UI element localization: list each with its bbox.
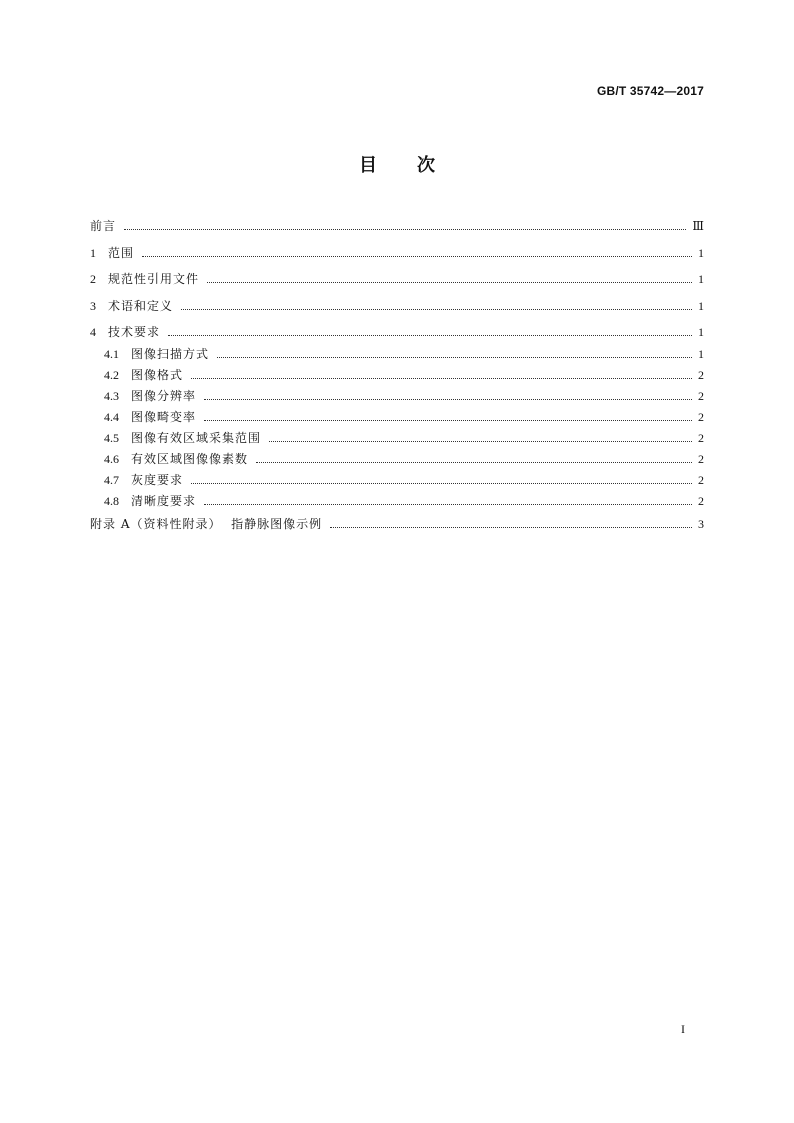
toc-entry-4-3[interactable] (90, 388, 704, 409)
toc-entry-number: 4.5 (104, 430, 119, 445)
toc-entry-number: 4.1 (104, 346, 119, 361)
dot-leader (330, 526, 692, 528)
toc-entry-4-6[interactable] (90, 451, 704, 472)
toc-entry-number: 4.8 (104, 493, 119, 508)
title-char-1: 目 (359, 155, 377, 176)
toc-entry-4-2[interactable] (90, 367, 704, 388)
page-number: I (681, 1022, 685, 1036)
toc-entry-page: 1 (698, 346, 704, 361)
dot-leader (124, 228, 686, 230)
toc-entry-number: 4.4 (104, 409, 119, 424)
toc-entry-number: 1 (90, 245, 96, 260)
dot-leader (191, 482, 692, 484)
toc-entry-page: 2 (698, 409, 704, 424)
dot-leader (204, 419, 692, 421)
dot-leader (256, 461, 692, 463)
dot-leader (217, 356, 692, 358)
toc-entry-label: 图像扫描方式 (131, 346, 210, 361)
toc-entry-number: 4.7 (104, 472, 119, 487)
toc-entry-page: 2 (698, 451, 704, 466)
dot-leader (204, 503, 692, 505)
toc-entry-number: 3 (90, 298, 96, 313)
toc-entry-4-5[interactable] (90, 430, 704, 451)
toc-entry-1[interactable] (90, 243, 704, 270)
toc-entry-number: 4.6 (104, 451, 119, 466)
toc-entry-foreword[interactable] (90, 216, 704, 243)
toc-entry-page: 2 (698, 430, 704, 445)
toc-entry-label: 附录 A（资料性附录） 指静脉图像示例 (90, 516, 323, 531)
table-of-contents (90, 216, 704, 540)
toc-entry-label: 图像格式 (131, 367, 184, 382)
toc-entry-page: 2 (698, 388, 704, 403)
toc-entry-4-4[interactable] (90, 409, 704, 430)
toc-entry-number: 4 (90, 325, 96, 339)
toc-entry-label: 灰度要求 (131, 472, 184, 487)
toc-entry-label: 图像有效区域采集范围 (131, 430, 262, 445)
toc-entry-label: 有效区域图像像素数 (131, 451, 249, 466)
toc-entry-page: 1 (698, 245, 704, 260)
toc-entry-page: Ⅲ (692, 219, 704, 233)
toc-entry-label: 术语和定义 (108, 298, 174, 313)
dot-leader (142, 255, 692, 257)
toc-entry-number: 4.2 (104, 367, 119, 382)
toc-entry-4-8[interactable] (90, 493, 704, 514)
toc-entry-page: 1 (698, 272, 704, 286)
toc-entry-label: 图像畸变率 (131, 409, 197, 424)
toc-entry-page: 3 (698, 516, 704, 531)
toc-entry-number: 4.3 (104, 388, 119, 403)
toc-entry-3[interactable] (90, 296, 704, 323)
toc-entry-page: 2 (698, 472, 704, 487)
toc-entry-label: 范围 (108, 245, 135, 260)
toc-entry-page: 2 (698, 367, 704, 382)
toc-entry-label: 规范性引用文件 (108, 272, 200, 286)
toc-entry-4-7[interactable] (90, 472, 704, 493)
toc-entry-label: 图像分辨率 (131, 388, 197, 403)
dot-leader (269, 440, 692, 442)
dot-leader (181, 308, 692, 310)
dot-leader (168, 334, 692, 336)
dot-leader (191, 377, 692, 379)
toc-entry-appendix-a[interactable] (90, 514, 704, 541)
title-char-2: 次 (417, 155, 435, 176)
page-title (0, 151, 794, 177)
toc-entry-2[interactable] (90, 269, 704, 296)
dot-leader (207, 281, 692, 283)
toc-entry-page: 2 (698, 493, 704, 508)
toc-entry-label: 清晰度要求 (131, 493, 197, 508)
toc-entry-page: 1 (698, 298, 704, 313)
toc-entry-label: 前言 (90, 219, 117, 233)
toc-entry-number: 2 (90, 272, 96, 286)
toc-entry-4-1[interactable] (90, 346, 704, 367)
document-code: GB/T 35742—2017 (596, 84, 704, 98)
toc-entry-label: 技术要求 (108, 325, 161, 339)
dot-leader (204, 398, 692, 400)
toc-entry-page: 1 (698, 325, 704, 339)
